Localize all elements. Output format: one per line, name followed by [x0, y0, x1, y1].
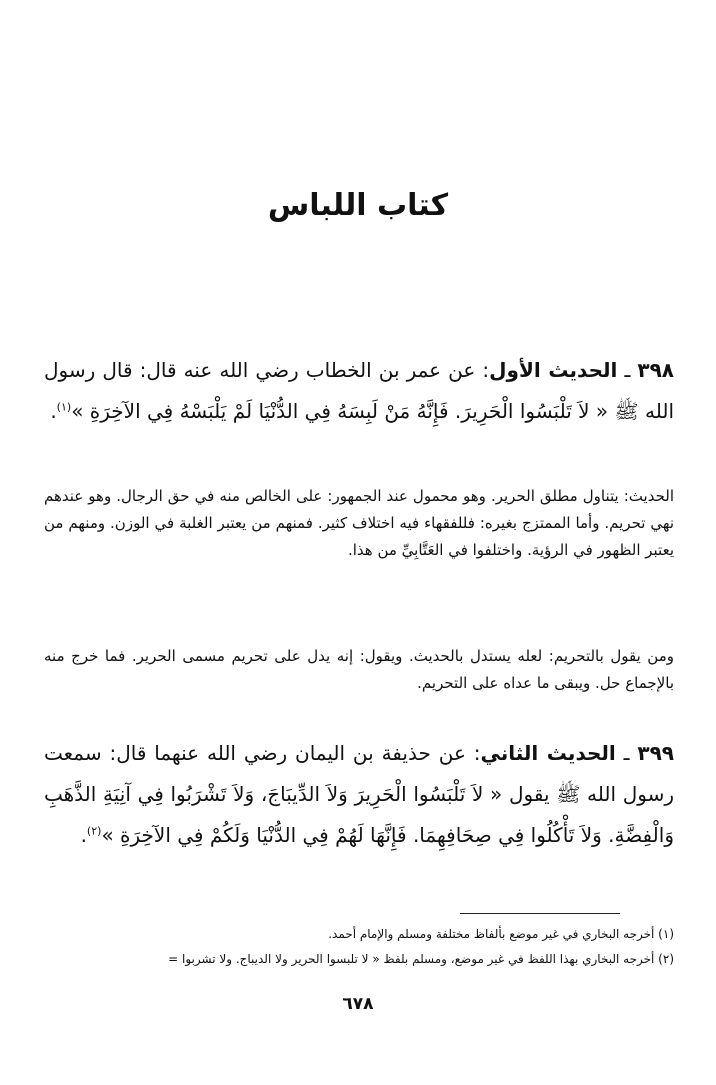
hadith-398 [44, 350, 674, 432]
hadith-label: الحديث الثاني [480, 741, 616, 765]
footnote-divider [460, 913, 620, 914]
commentary-paragraph: الحديث: يتناول مطلق الحرير. وهو محمول عند الجمهور: على الخالص منه في حق الرجال. وهو عندهم نهي تحريم. وأما الممتزج بغيره: فللفقهاء فيه اختلاف كثير. فمنهم من يعتبر الغلبة في الوزن. ومنهم من يعتبر الظهور في الرؤية. واختلفوا في العَتَّابِيِّ من هذا. [44, 487, 674, 559]
hadith-end: . [80, 823, 87, 847]
hadith-number: ٣٩٩ [637, 741, 675, 765]
hadith-text: : عن عمر بن الخطاب رضي الله عنه قال: قال رسول الله ﷺ « لاَ تَلْبَسُوا الْحَرِيرَ. فَإِنَّهُ مَنْ لَبِسَهُ فِي الدُّنْيَا لَمْ يَلْبَسْهُ فِي الآخِرَةِ » [44, 358, 674, 423]
chapter-title: كتاب اللباس [267, 188, 449, 223]
hadith-dash: ـ [615, 741, 638, 765]
commentary-paragraph: ومن يقول بالتحريم: لعله يستدل بالحديث. ويقول: إنه يدل على تحريم مسمى الحرير. فما خرج منه بالإجماع حل. ويبقى ما عداه على التحريم. [44, 647, 674, 692]
footnote-reference: (١) [56, 400, 72, 414]
footnote-2: (٢) أخرجه البخاري بهذا اللفظ في غير موضع، ومسلم بلفظ « لا تلبسوا الحرير ولا الديباج. ولا تشربوا = [168, 952, 674, 966]
footnote-1: (١) أخرجه البخاري في غير موضع بألفاظ مختلفة ومسلم والإمام أحمد. [328, 927, 674, 941]
hadith-end: . [50, 399, 57, 423]
hadith-label: الحديث الأول [489, 358, 618, 382]
footnote-reference: (٢) [86, 824, 102, 838]
page-number: ٦٧٨ [342, 994, 374, 1014]
hadith-399 [44, 733, 674, 856]
hadith-dash: ـ [617, 358, 638, 382]
hadith-text: : عن حذيفة بن اليمان رضي الله عنهما قال: سمعت رسول الله ﷺ يقول « لاَ تَلْبَسُوا الْحَرِيرَ وَلاَ الدِّيبَاجَ، وَلاَ تَشْرَبُوا فِي آنِيَةِ الذَّهَبِ وَالْفِضَّةِ. وَلاَ تَأْكُلُوا فِي صِحَافِهِمَا. فَإِنَّهَا لَهُمْ فِي الدُّنْيَا وَلَكُمْ فِي الآخِرَةِ » [44, 741, 674, 847]
hadith-number: ٣٩٨ [637, 358, 674, 382]
